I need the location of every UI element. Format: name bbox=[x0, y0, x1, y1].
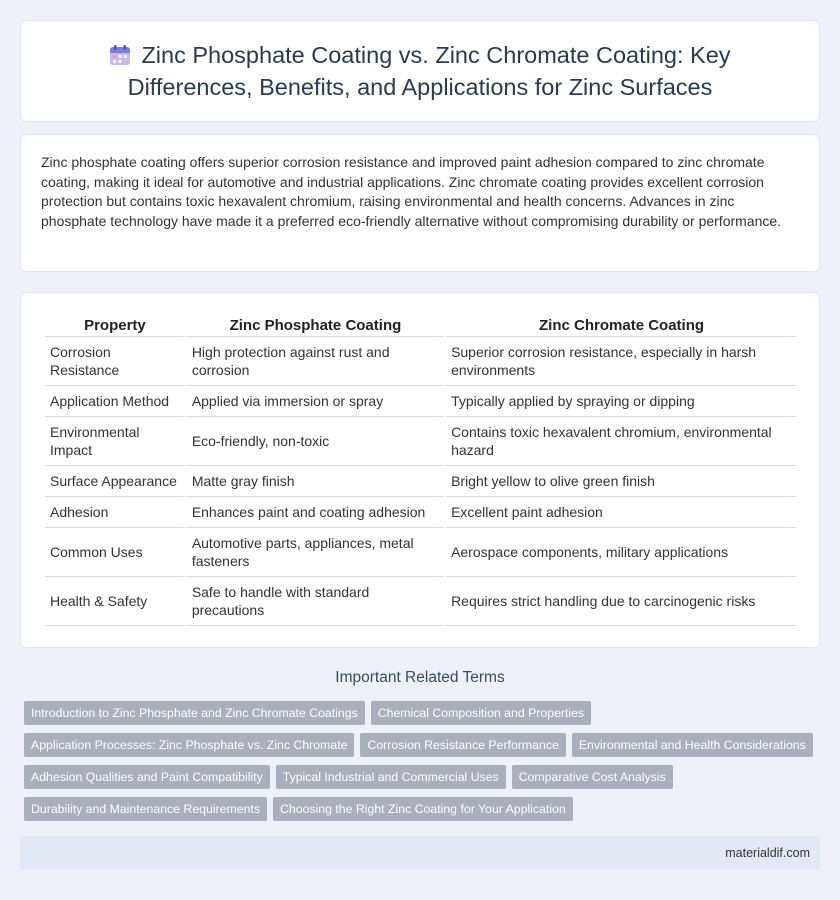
table-cell: Common Uses bbox=[45, 528, 185, 577]
header-zinc-phosphate: Zinc Phosphate Coating bbox=[187, 313, 444, 337]
related-term-tag[interactable]: Application Processes: Zinc Phosphate vs. Zinc Chromate bbox=[24, 733, 354, 757]
table-cell: Automotive parts, appliances, metal fasteners bbox=[187, 528, 444, 577]
table-cell: Bright yellow to olive green finish bbox=[446, 466, 797, 497]
table-cell: Environmental Impact bbox=[45, 417, 185, 466]
related-term-tag[interactable]: Adhesion Qualities and Paint Compatibility bbox=[24, 765, 270, 789]
intro-card bbox=[20, 134, 820, 272]
table-cell: Application Method bbox=[45, 386, 185, 417]
table-cell: Adhesion bbox=[45, 497, 185, 528]
table-row bbox=[45, 337, 797, 386]
table-cell: Surface Appearance bbox=[45, 466, 185, 497]
related-term-tag[interactable]: Comparative Cost Analysis bbox=[512, 765, 673, 789]
table-row bbox=[45, 466, 797, 497]
table-cell: Typically applied by spraying or dipping bbox=[446, 386, 797, 417]
intro-paragraph: Zinc phosphate coating offers superior corrosion resistance and improved paint adhesion compared to zinc chromate coating, making it ideal for automotive and industrial applications. Zinc chromate coating provides excellent corrosion protection but contains toxic hexavalent chromium, raising environmental and health concerns. Advances in zinc phosphate technology have made it a preferred eco-friendly alternative without compromising durability or performance. bbox=[41, 154, 782, 229]
related-term-tag[interactable]: Corrosion Resistance Performance bbox=[360, 733, 565, 757]
comparison-table bbox=[43, 313, 799, 626]
table-cell: Corrosion Resistance bbox=[45, 337, 185, 386]
related-term-tag[interactable]: Choosing the Right Zinc Coating for Your Application bbox=[273, 797, 573, 821]
related-term-tag[interactable]: Chemical Composition and Properties bbox=[371, 701, 591, 725]
table-row bbox=[45, 528, 797, 577]
calendar-icon bbox=[109, 44, 131, 73]
title-card bbox=[20, 20, 820, 122]
table-row bbox=[45, 497, 797, 528]
related-terms-heading: Important Related Terms bbox=[335, 669, 505, 686]
related-term-tag[interactable]: Introduction to Zinc Phosphate and Zinc Chromate Coatings bbox=[24, 701, 365, 725]
table-header-row bbox=[45, 313, 797, 337]
table-row bbox=[45, 577, 797, 626]
table-cell: Superior corrosion resistance, especially in harsh environments bbox=[446, 337, 797, 386]
page-title-text: Zinc Phosphate Coating vs. Zinc Chromate Coating: Key Differences, Benefits, and Applications for Zinc Surfaces bbox=[127, 41, 731, 100]
related-term-tag[interactable]: Environmental and Health Considerations bbox=[572, 733, 813, 757]
table-cell: Enhances paint and coating adhesion bbox=[187, 497, 444, 528]
table-cell: Applied via immersion or spray bbox=[187, 386, 444, 417]
table-row bbox=[45, 417, 797, 466]
table-cell: Contains toxic hexavalent chromium, environmental hazard bbox=[446, 417, 797, 466]
table-cell: Eco-friendly, non-toxic bbox=[187, 417, 444, 466]
related-term-tag[interactable]: Typical Industrial and Commercial Uses bbox=[276, 765, 506, 789]
comparison-table-card bbox=[20, 292, 820, 648]
table-cell: Aerospace components, military applications bbox=[446, 528, 797, 577]
table-row bbox=[45, 386, 797, 417]
header-zinc-chromate: Zinc Chromate Coating bbox=[446, 313, 797, 337]
related-term-tag[interactable]: Durability and Maintenance Requirements bbox=[24, 797, 267, 821]
table-cell: Requires strict handling due to carcinogenic risks bbox=[446, 577, 797, 626]
page-title bbox=[61, 41, 779, 102]
table-cell: Excellent paint adhesion bbox=[446, 497, 797, 528]
site-name[interactable]: materialdif.com bbox=[725, 846, 810, 860]
table-cell: High protection against rust and corrosion bbox=[187, 337, 444, 386]
table-cell: Health & Safety bbox=[45, 577, 185, 626]
header-property: Property bbox=[45, 313, 185, 337]
table-cell: Safe to handle with standard precautions bbox=[187, 577, 444, 626]
related-terms-tags bbox=[24, 701, 820, 821]
table-cell: Matte gray finish bbox=[187, 466, 444, 497]
footer bbox=[20, 836, 820, 870]
